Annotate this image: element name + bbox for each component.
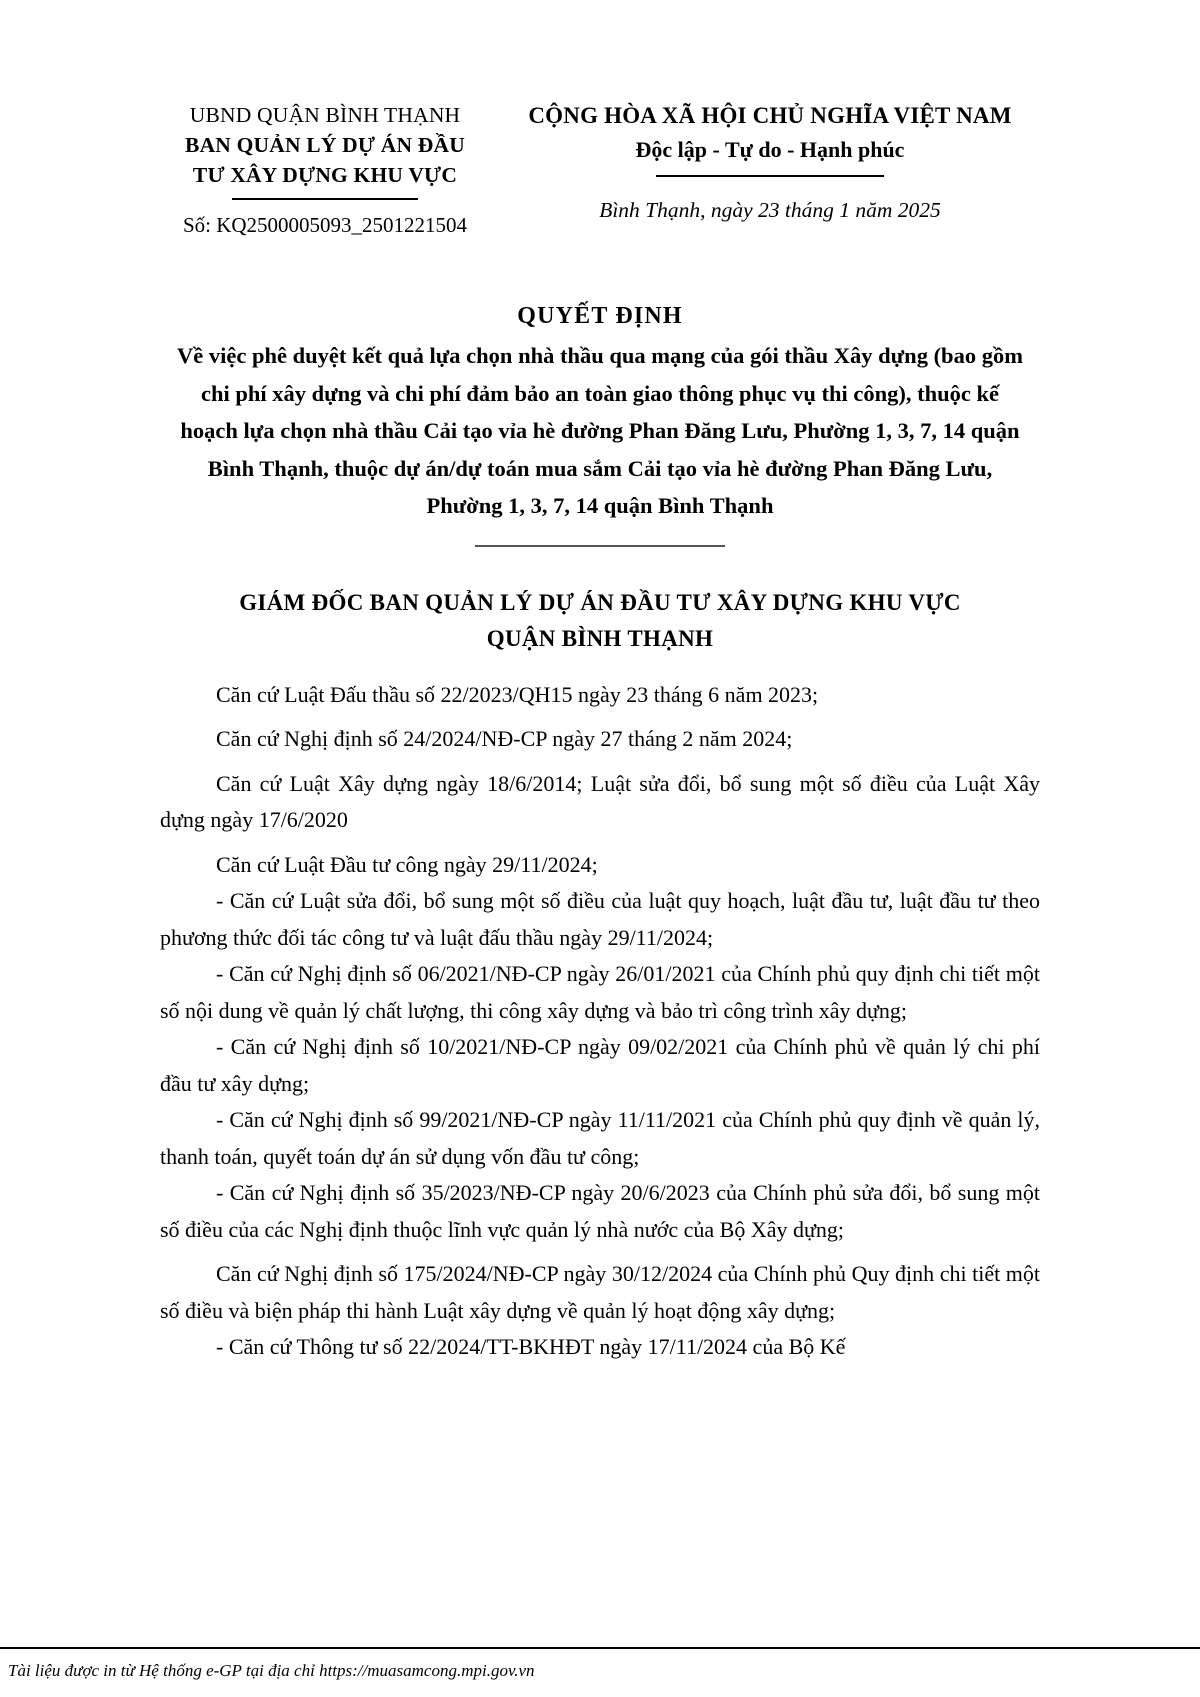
title-divider [475,545,725,547]
body-paragraph: Căn cứ Luật Đầu tư công ngày 29/11/2024; [216,851,598,877]
national-motto-divider [656,175,884,177]
body-paragraph: - Căn cứ Nghị định số 99/2021/NĐ-CP ngày 11/11/2021 của Chính phủ quy định về quản lý, thanh toán, quyết toán dự án sử dụng vốn đầu tư công; [160,1107,1040,1169]
body-paragraph: Căn cứ Luật Đấu thầu số 22/2023/QH15 ngày 23 tháng 6 năm 2023; [216,681,819,707]
decision-subject: Về việc phê duyệt kết quả lựa chọn nhà thầu qua mạng của gói thầu Xây dựng (bao gồm chi phí xây dựng và chi phí đảm bảo an toàn giao thông phục vụ thi công), thuộc kế hoạch lựa chọn nhà thầu Cải tạo vỉa hè đường Phan Đăng Lưu, Phường 1, 3, 7, 14 quận Bình Thạnh, thuộc dự án/dự toán mua sắm Cải tạo vỉa hè đường Phan Đăng Lưu, Phường 1, 3, 7, 14 quận Bình Thạnh [177,343,1023,518]
page-footer [0,1647,1200,1697]
document-body [160,677,1040,1366]
national-motto: Độc lập - Tự do - Hạnh phúc [635,137,905,162]
place-and-date: Bình Thạnh, ngày 23 tháng 1 năm 2025 [599,198,941,222]
title-block [160,300,1040,547]
organization-divider [232,198,418,200]
document-number: Số: KQ2500005093_2501221504 [182,213,468,237]
organization-name-line-2: TƯ XÂY DỰNG KHU VỰC [192,163,458,187]
body-paragraph: - Căn cứ Luật sửa đổi, bổ sung một số điều của luật quy hoạch, luật đầu tư, luật đầu tư theo phương thức đối tác công tư và luật đấu thầu ngày 29/11/2024; [160,888,1040,950]
body-paragraph: - Căn cứ Nghị định số 06/2021/NĐ-CP ngày 26/01/2021 của Chính phủ quy định chi tiết một số nội dung về quản lý chất lượng, thi công xây dựng và bảo trì công trình xây dựng; [160,961,1040,1023]
document-header [160,100,1040,240]
body-paragraph: - Căn cứ Nghị định số 35/2023/NĐ-CP ngày 20/6/2023 của Chính phủ sửa đổi, bổ sung một số điều của các Nghị định thuộc lĩnh vực quản lý nhà nước của Bộ Xây dựng; [160,1180,1040,1242]
body-paragraph: Căn cứ Nghị định số 24/2024/NĐ-CP ngày 27 tháng 2 năm 2024; [216,726,793,751]
body-paragraph: - Căn cứ Nghị định số 10/2021/NĐ-CP ngày 09/02/2021 của Chính phủ về quản lý chi phí đầu tư xây dựng; [160,1034,1040,1096]
national-title: CỘNG HÒA XÃ HỘI CHỦ NGHĨA VIỆT NAM [528,103,1012,128]
issuing-authority-line-1: GIÁM ĐỐC BAN QUẢN LÝ DỰ ÁN ĐẦU TƯ XÂY DỰNG KHU VỰC [239,589,961,615]
footer-source-note: Tài liệu được in từ Hệ thống e-GP tại địa chỉ https://muasamcong.mpi.gov.vn [8,1661,535,1680]
body-paragraph: Căn cứ Luật Xây dựng ngày 18/6/2014; Luật sửa đổi, bổ sung một số điều của Luật Xây dựng ngày 17/6/2020 [160,770,1040,832]
organization-name-line-1: BAN QUẢN LÝ DỰ ÁN ĐẦU [185,133,465,157]
body-paragraph: Căn cứ Nghị định số 175/2024/NĐ-CP ngày 30/12/2024 của Chính phủ Quy định chi tiết một số điều và biện pháp thi hành Luật xây dựng về quản lý hoạt động xây dựng; [160,1261,1040,1323]
organization-parent-name: UBND QUẬN BÌNH THẠNH [189,103,461,127]
page-title: QUYẾT ĐỊNH [517,303,683,329]
issuing-organization-block [160,100,490,240]
issuing-authority-line-2: QUẬN BÌNH THẠNH [486,625,714,651]
issuing-authority [160,585,1040,657]
body-paragraph: - Căn cứ Thông tư số 22/2024/TT-BKHĐT ngày 17/11/2024 của Bộ Kế [216,1334,846,1359]
national-heading-block [490,100,1040,225]
